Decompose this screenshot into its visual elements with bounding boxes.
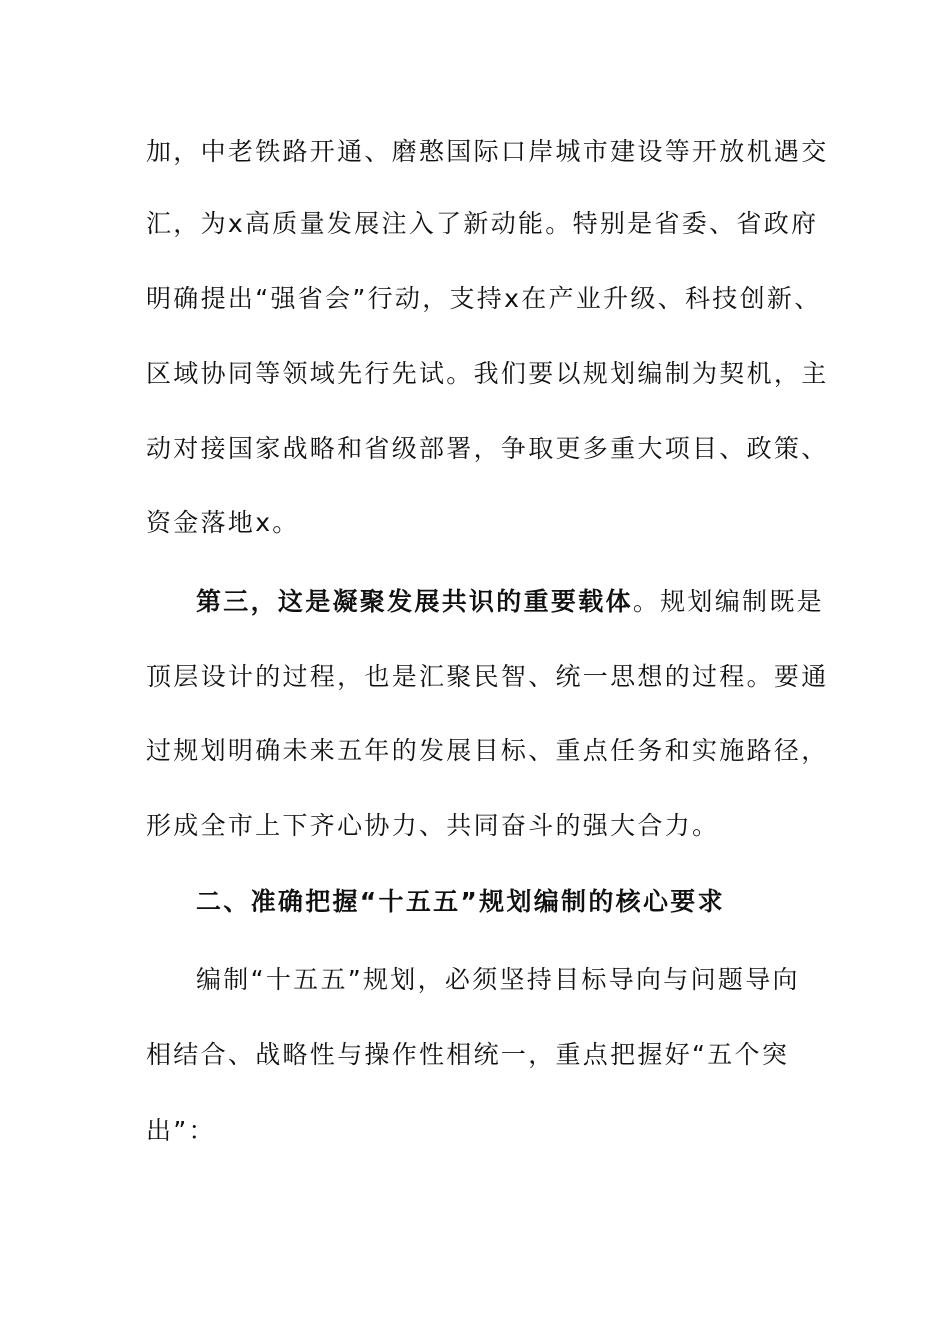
- point3-heading: 第三，这是凝聚发展共识的重要载体: [196, 587, 633, 616]
- paragraph-line: 形成全市上下齐心协力、共同奋斗的强大合力。: [146, 811, 720, 840]
- paragraph-line: 加，中老铁路开通、磨憨国际口岸城市建设等开放机遇交: [146, 137, 829, 166]
- paragraph-line: 明确提出“强省会”行动，支持x在产业升级、科技创新、: [146, 284, 822, 313]
- paragraph-line: 出”：: [146, 1116, 216, 1145]
- point3-lead: 。规划编制既是: [632, 587, 824, 616]
- point3-first-line: [196, 586, 824, 618]
- paragraph-line: 汇，为x高质量发展注入了新动能。特别是省委、省政府: [146, 209, 819, 238]
- paragraph-line: 相结合、战略性与操作性相统一，重点把握好“五个突: [146, 1040, 790, 1069]
- paragraph-line: 编制“十五五”规划，必须坚持目标导向与问题导向: [196, 965, 800, 994]
- paragraph-line: 过规划明确未来五年的发展目标、重点任务和实施路径，: [146, 736, 829, 765]
- paragraph-line: 资金落地x。: [146, 508, 300, 537]
- section-heading: 二、准确把握“十五五”规划编制的核心要求: [196, 887, 725, 916]
- paragraph-line: 动对接国家战略和省级部署，争取更多重大项目、政策、: [146, 434, 829, 463]
- paragraph-line: 顶层设计的过程，也是汇聚民智、统一思想的过程。要通: [146, 662, 829, 691]
- paragraph-line: 区域协同等领域先行先试。我们要以规划编制为契机，主: [146, 359, 829, 388]
